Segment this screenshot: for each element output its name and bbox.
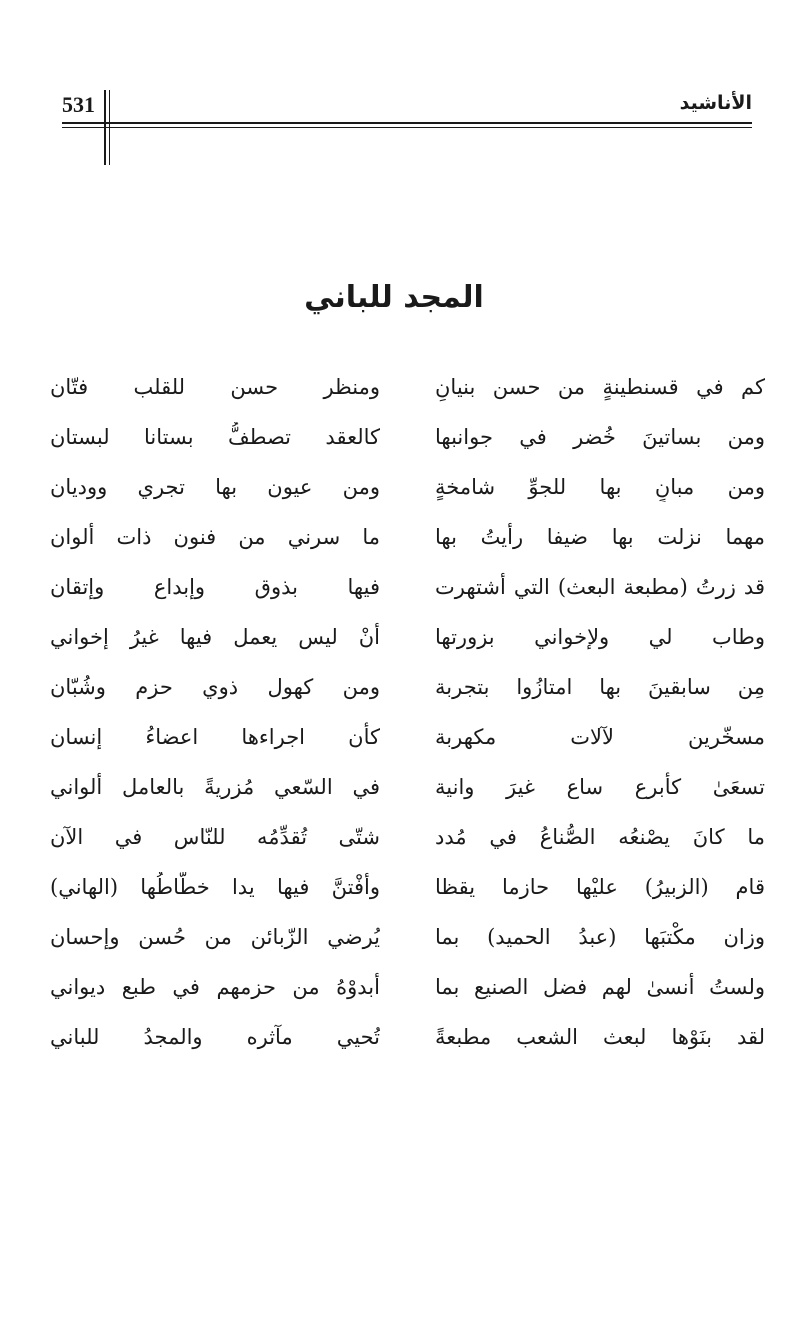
verse-first-hemistich: وطاب لي ولإخواني بزورتها [435, 625, 765, 649]
poem-title: المجد للباني [304, 280, 484, 315]
verse-second-hemistich: أنْ ليس يعمل فيها غيرُ إخواني [50, 625, 380, 649]
verse [50, 962, 765, 1012]
verse-first-hemistich: قام (الزبيرُ) عليْها حازما يقظا [435, 875, 765, 899]
verse [50, 412, 765, 462]
page-number: 531 [62, 92, 95, 117]
verse-first-hemistich: قد زرتُ (مطبعة البعث) التي أشتهرت [435, 575, 765, 599]
verse-second-hemistich: وأفْتنَّ فيها يدا خطّاطُها (الهاني) [50, 875, 380, 899]
verse [50, 912, 765, 962]
verse-second-hemistich: كأن اجراءها اعضاءُ إنسان [50, 725, 380, 749]
verse [50, 562, 765, 612]
verse-second-hemistich: أبدوْهُ من حزمهم في طبع ديواني [50, 975, 380, 999]
verse [50, 512, 765, 562]
verse-second-hemistich: في السّعي مُزريةً بالعامل ألواني [50, 775, 380, 799]
verse [50, 762, 765, 812]
verse [50, 462, 765, 512]
verse-second-hemistich: فيها بذوق وإبداع وإتقان [50, 575, 380, 599]
verse-first-hemistich: لقد بنَوْها لبعث الشعب مطبعةً [435, 1025, 765, 1049]
header-rule-thin [62, 127, 752, 128]
verse [50, 662, 765, 712]
verse-first-hemistich: كم في قسنطينةٍ من حسن بنيانِ [435, 375, 765, 399]
running-title: الأناشيد [679, 92, 752, 114]
verse [50, 862, 765, 912]
header-vertical-rule-thin [109, 90, 110, 165]
verse-first-hemistich: تسعَىٰ كأبرع ساع غيرَ وانية [435, 775, 765, 799]
poem-verses [50, 362, 765, 1062]
verse [50, 362, 765, 412]
verse [50, 712, 765, 762]
verse-first-hemistich: ومن بساتينَ خُضر في جوانبها [435, 425, 765, 449]
verse-first-hemistich: مِن سابقينَ بها امتازُوا بتجربة [435, 675, 765, 699]
verse-second-hemistich: كالعقد تصطفُّ بستانا لبستان [50, 425, 380, 449]
verse-second-hemistich: يُرضي الزّبائن من حُسن وإحسان [50, 925, 380, 949]
header-rule [62, 122, 752, 124]
verse-second-hemistich: ومنظر حسن للقلب فتّان [50, 375, 380, 399]
verse-second-hemistich: ومن عيون بها تجري ووديان [50, 475, 380, 499]
verse-first-hemistich: ولستُ أنسىٰ لهم فضل الصنيع بما [435, 975, 765, 999]
verse [50, 1012, 765, 1062]
verse-first-hemistich: مسخّرين لآلات مكهربة [435, 725, 765, 749]
verse-first-hemistich: مهما نزلت بها ضيفا رأيتُ بها [435, 525, 765, 549]
verse-second-hemistich: ومن كهول ذوي حزم وشُبّان [50, 675, 380, 699]
verse-first-hemistich: وزان مكْتبَها (عبدُ الحميد) بما [435, 925, 765, 949]
verse-second-hemistich: شتّى تُقدِّمُه للنّاس في الآن [50, 825, 380, 849]
header-vertical-rule [104, 90, 106, 165]
verse-second-hemistich: ما سرني من فنون ذات ألوان [50, 525, 380, 549]
verse-second-hemistich: تُحيي مآثره والمجدُ للباني [50, 1025, 380, 1049]
verse [50, 812, 765, 862]
verse [50, 612, 765, 662]
verse-first-hemistich: ما كانَ يصْنعُه الصُّناعُ في مُدد [435, 825, 765, 849]
verse-first-hemistich: ومن مبانٍ بها للجوِّ شامخةٍ [435, 475, 765, 499]
